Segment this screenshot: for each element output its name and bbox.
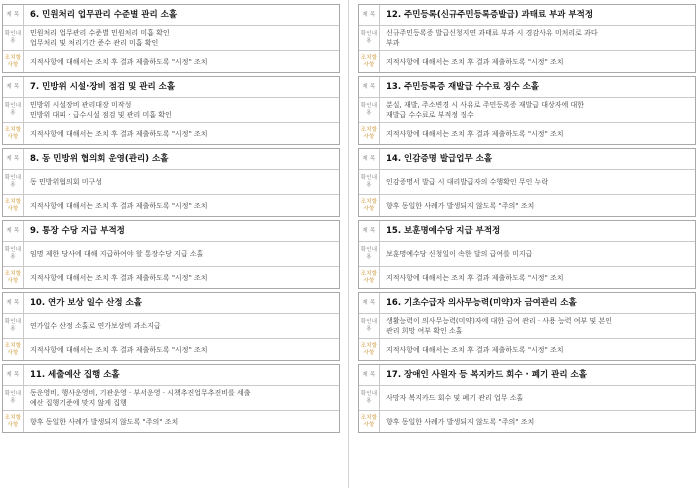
content-label: 확인내용	[359, 242, 380, 266]
title-label: 제 목	[359, 149, 380, 169]
column-divider	[348, 0, 349, 488]
finding-action: 지적사항에 대해서는 조치 후 결과 제출하도록 "시정" 조치	[30, 129, 208, 138]
finding-title: 8. 동 민방위 협의회 운영(관리) 소홀	[30, 154, 169, 164]
finding-content-row	[3, 241, 339, 266]
title-label: 제 목	[3, 5, 24, 25]
title-label: 제 목	[359, 221, 380, 241]
action-label: 조치할사항	[359, 267, 380, 288]
finding-content-row	[359, 313, 695, 338]
finding-title: 14. 인감증명 발급업무 소홀	[386, 154, 493, 164]
finding-action-row	[359, 266, 695, 288]
content-label: 확인내용	[3, 386, 24, 410]
action-label: 조치할사항	[3, 411, 24, 432]
finding-content-row	[3, 25, 339, 50]
finding-action: 지적사항에 대해서는 조치 후 결과 제출하도록 "시정" 조치	[386, 345, 564, 354]
finding-content	[24, 314, 339, 338]
finding-item	[2, 76, 340, 145]
finding-content-row	[359, 385, 695, 410]
finding-item	[358, 4, 696, 73]
finding-title: 6. 민원처리 업무관리 수준별 관리 소홀	[30, 10, 178, 20]
finding-content	[380, 26, 695, 50]
action-label: 조치할사항	[359, 411, 380, 432]
finding-title-row	[3, 149, 339, 169]
finding-action-row	[359, 410, 695, 432]
finding-content	[24, 170, 339, 194]
finding-content	[24, 386, 339, 410]
content-line: 민방위 대피 · 급수시설 점검 및 관리 미흡 확인	[30, 111, 172, 119]
action-label: 조치할사항	[3, 267, 24, 288]
finding-content	[380, 314, 695, 338]
finding-item	[358, 220, 696, 289]
finding-content	[24, 26, 339, 50]
finding-content-row	[3, 313, 339, 338]
finding-title: 17. 장애인 사원자 등 복지카드 회수 · 폐기 관리 소홀	[386, 370, 587, 380]
action-label: 조치할사항	[359, 195, 380, 216]
finding-item	[358, 292, 696, 361]
title-label: 제 목	[3, 293, 24, 313]
action-label: 조치할사항	[359, 123, 380, 144]
content-line: 예산 집행기준에 맞지 않게 집행	[30, 399, 127, 407]
finding-item	[2, 364, 340, 433]
left-column	[2, 4, 340, 436]
title-label: 제 목	[359, 77, 380, 97]
finding-title-row	[3, 5, 339, 25]
finding-title-row	[359, 5, 695, 25]
action-label: 조치할사항	[3, 195, 24, 216]
finding-content	[380, 242, 695, 266]
finding-item	[2, 220, 340, 289]
finding-item	[358, 364, 696, 433]
finding-title-row	[359, 365, 695, 385]
title-label: 제 목	[3, 365, 24, 385]
content-line: 민원처리 업무관리 수준별 민원처리 미흡 확인	[30, 29, 170, 37]
finding-action: 지적사항에 대해서는 조치 후 결과 제출하도록 "시정" 조치	[30, 57, 208, 66]
title-label: 제 목	[3, 221, 24, 241]
content-line: 업무처리 및 처리기간 준수 관리 미흡 확인	[30, 39, 159, 47]
content-line: 민방위 시설장비 관리대장 미작성	[30, 101, 132, 109]
finding-action: 지적사항에 대해서는 조치 후 결과 제출하도록 "시정" 조치	[30, 273, 208, 282]
content-label: 확인내용	[3, 242, 24, 266]
finding-title: 16. 기초수급자 의사무능력(미약)자 금여관리 소홀	[386, 298, 577, 308]
content-label: 확인내용	[3, 314, 24, 338]
finding-action-row	[3, 266, 339, 288]
finding-action: 지적사항에 대해서는 조치 후 결과 제출하도록 "시정" 조치	[30, 201, 208, 210]
finding-title-row	[3, 221, 339, 241]
finding-content-row	[359, 97, 695, 122]
content-line: 생활능력이 의사무능력(미약)자에 대한 금여 관리 · 사용 능력 여부 및 본인	[386, 317, 613, 325]
finding-action-row	[359, 194, 695, 216]
finding-item	[2, 4, 340, 73]
title-label: 제 목	[3, 149, 24, 169]
finding-title-row	[3, 365, 339, 385]
content-line: 부과	[386, 39, 400, 47]
finding-action: 향후 동일한 사례가 발생되지 않도록 "주의" 조치	[386, 201, 535, 210]
content-label: 확인내용	[359, 26, 380, 50]
finding-action: 지적사항에 대해서는 조치 후 결과 제출하도록 "시정" 조치	[386, 129, 564, 138]
finding-title: 13. 주민등록증 재발급 수수료 징수 소홀	[386, 82, 540, 92]
right-column	[358, 4, 696, 436]
finding-action: 지적사항에 대해서는 조치 후 결과 제출하도록 "시정" 조치	[30, 345, 208, 354]
finding-title-row	[359, 77, 695, 97]
finding-title-row	[359, 149, 695, 169]
finding-title-row	[359, 221, 695, 241]
action-label: 조치할사항	[3, 123, 24, 144]
finding-action-row	[3, 338, 339, 360]
finding-content-row	[359, 25, 695, 50]
finding-content-row	[3, 385, 339, 410]
action-label: 조치할사항	[3, 339, 24, 360]
content-line: 연가일수 산정 소홀로 연가보상비 과소지급	[30, 322, 161, 330]
finding-action-row	[359, 122, 695, 144]
finding-content	[380, 170, 695, 194]
finding-title: 9. 통장 수당 지급 부적정	[30, 226, 125, 236]
finding-content-row	[359, 169, 695, 194]
finding-content-row	[3, 169, 339, 194]
finding-item	[358, 148, 696, 217]
finding-title: 12. 주민등록(신규주민등록증발급) 과태료 부과 부적정	[386, 10, 594, 20]
title-label: 제 목	[3, 77, 24, 97]
content-line: 인감증명서 발급 시 대리발급자의 수행확인 무인 누락	[386, 178, 549, 186]
content-line: 신규주민등록증 발급신청지연 과태료 부과 시 경감사유 미처리로 과다	[386, 29, 598, 37]
finding-action-row	[359, 338, 695, 360]
finding-action-row	[359, 50, 695, 72]
content-label: 확인내용	[359, 386, 380, 410]
content-label: 확인내용	[359, 170, 380, 194]
finding-title: 10. 연가 보상 일수 산정 소홀	[30, 298, 142, 308]
title-label: 제 목	[359, 365, 380, 385]
content-label: 확인내용	[3, 170, 24, 194]
finding-action: 지적사항에 대해서는 조치 후 결과 제출하도록 "시정" 조치	[386, 57, 564, 66]
finding-content	[380, 98, 695, 122]
finding-action: 지적사항에 대해서는 조치 후 결과 제출하도록 "시정" 조치	[386, 273, 564, 282]
finding-title: 11. 세출예산 집행 소홀	[30, 370, 120, 380]
action-label: 조치할사항	[3, 51, 24, 72]
finding-content	[24, 98, 339, 122]
action-label: 조치할사항	[359, 51, 380, 72]
finding-action-row	[3, 122, 339, 144]
finding-title-row	[3, 77, 339, 97]
action-label: 조치할사항	[359, 339, 380, 360]
finding-action: 향후 동일한 사례가 발생되지 않도록 "주의" 조치	[30, 417, 179, 426]
content-line: 관리 희망 여부 확인 소홀	[386, 327, 463, 335]
content-line: 보훈명예수당 신청일이 속한 달의 급여를 미지급	[386, 250, 533, 258]
finding-title: 7. 민방위 시설·장비 점검 및 관리 소홀	[30, 82, 176, 92]
content-label: 확인내용	[359, 98, 380, 122]
finding-item	[2, 148, 340, 217]
title-label: 제 목	[359, 5, 380, 25]
finding-content	[24, 242, 339, 266]
finding-content-row	[359, 241, 695, 266]
finding-title-row	[3, 293, 339, 313]
title-label: 제 목	[359, 293, 380, 313]
finding-content-row	[3, 97, 339, 122]
content-line: 동 민방위협의회 미구성	[30, 178, 103, 186]
content-label: 확인내용	[359, 314, 380, 338]
content-line: 사망자 복지카드 회수 및 폐기 관리 업무 소홀	[386, 394, 524, 402]
content-line: 임명 제한 당사에 대해 지급하여야 할 통장수당 지급 소홀	[30, 250, 204, 258]
finding-content	[380, 386, 695, 410]
finding-item	[2, 292, 340, 361]
finding-action-row	[3, 410, 339, 432]
finding-action: 향후 동일한 사례가 발생되지 않도록 "주의" 조치	[386, 417, 535, 426]
content-label: 확인내용	[3, 26, 24, 50]
content-label: 확인내용	[3, 98, 24, 122]
finding-title-row	[359, 293, 695, 313]
content-line: 분실, 재발, 주소변경 시 사유로 주민등록증 재발급 대상자에 대한	[386, 101, 585, 109]
finding-action-row	[3, 50, 339, 72]
finding-item	[358, 76, 696, 145]
finding-action-row	[3, 194, 339, 216]
finding-title: 15. 보훈명예수당 지급 부적정	[386, 226, 501, 236]
content-line: 동운영비, 행사운영비, 기관운영 · 부서운영 · 시책추진업무추진비를 세출	[30, 389, 251, 397]
content-line: 재발급 수수료로 부적정 징수	[386, 111, 474, 119]
